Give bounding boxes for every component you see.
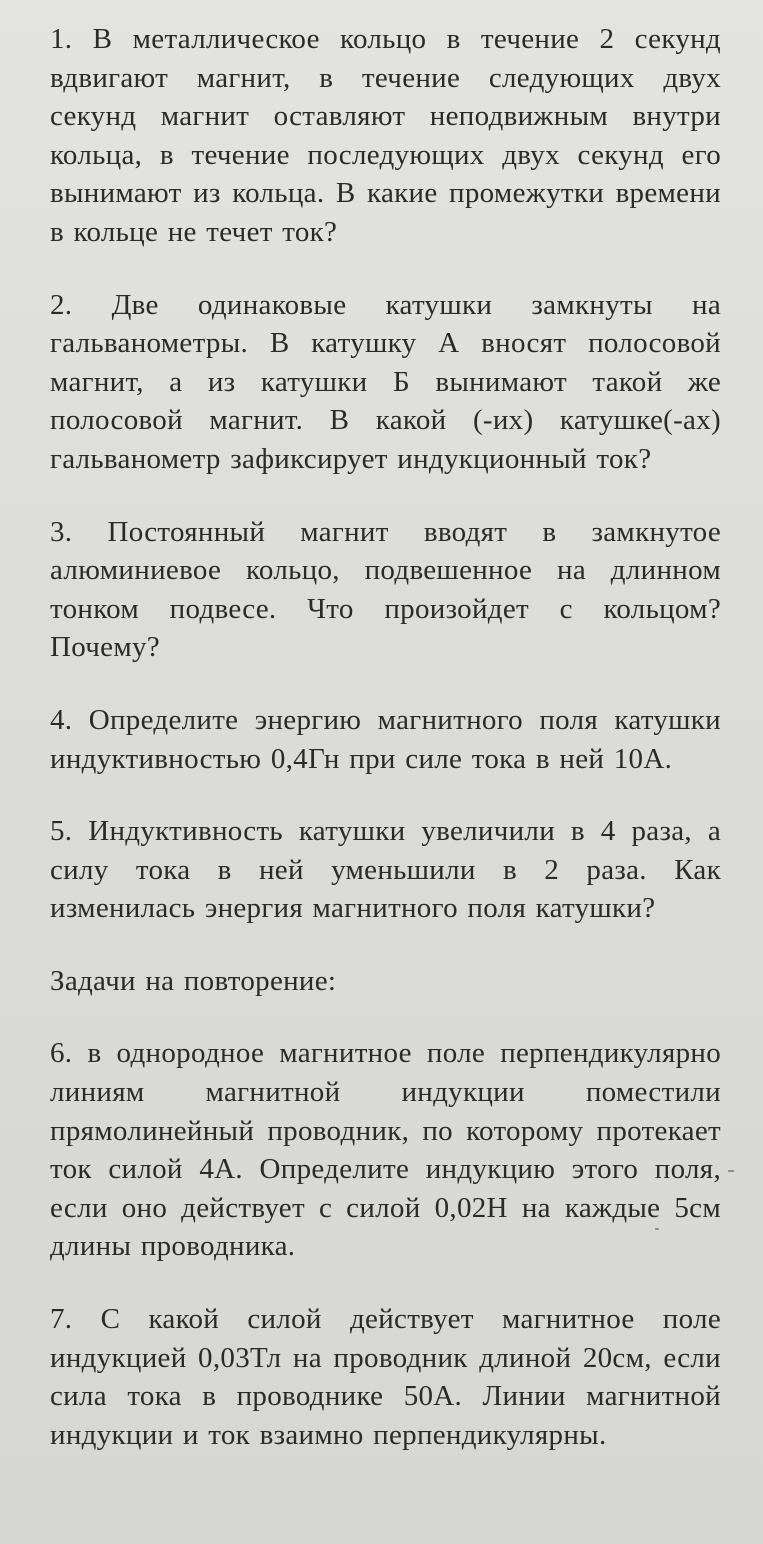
problem-4: 4. Определите энергию магнитного поля катушки индуктивностью 0,4Гн при силе тока в ней 10А. [50,703,721,775]
problem-1: 1. В металлическое кольцо в течение 2 секунд вдвигают магнит, в течение следующих двух секунд магнит оставляют неподвижным внутри кольца, в течение последующих двух секунд его вынимают из кольца. В какие промежутки времени в кольце не течет ток? [50,23,721,248]
problem-2: 2. Две одинаковые катушки замкнуты на гальванометры. В катушку А вносят полосовой магнит, а из катушки Б вынимают такой же полосовой магнит. В какой (-их) катушке(-ах) гальванометр зафиксирует индукционный ток? [50,288,721,475]
paper-speck [728,1170,734,1172]
paper-speck [655,1228,659,1230]
problem-6: 6. в однородное магнитное поле перпендикулярно линиям магнитной индукции поместили прямолинейный проводник, по которому протекает ток силой 4А. Определите индукцию этого поля, если оно действует с силой 0,02Н на каждые 5см длины проводника. [50,1037,721,1263]
problem-3: 3. Постоянный магнит вводят в замкнутое алюминиевое кольцо, подвешенное на длинном тонком подвесе. Что произойдет с кольцом? Почему? [50,515,721,664]
section-heading: Задачи на повторение: [50,964,337,997]
problem-7: 7. С какой силой действует магнитное поле индукцией 0,03Тл на проводник длиной 20см, если сила тока в проводнике 50А. Линии магнитной индукции и ток взаимно перпендикулярны. [50,1303,721,1451]
problem-5: 5. Индуктивность катушки увеличили в 4 раза, а силу тока в ней уменьшили в 2 раза. Как изменилась энергия магнитного поля катушки? [50,815,721,925]
